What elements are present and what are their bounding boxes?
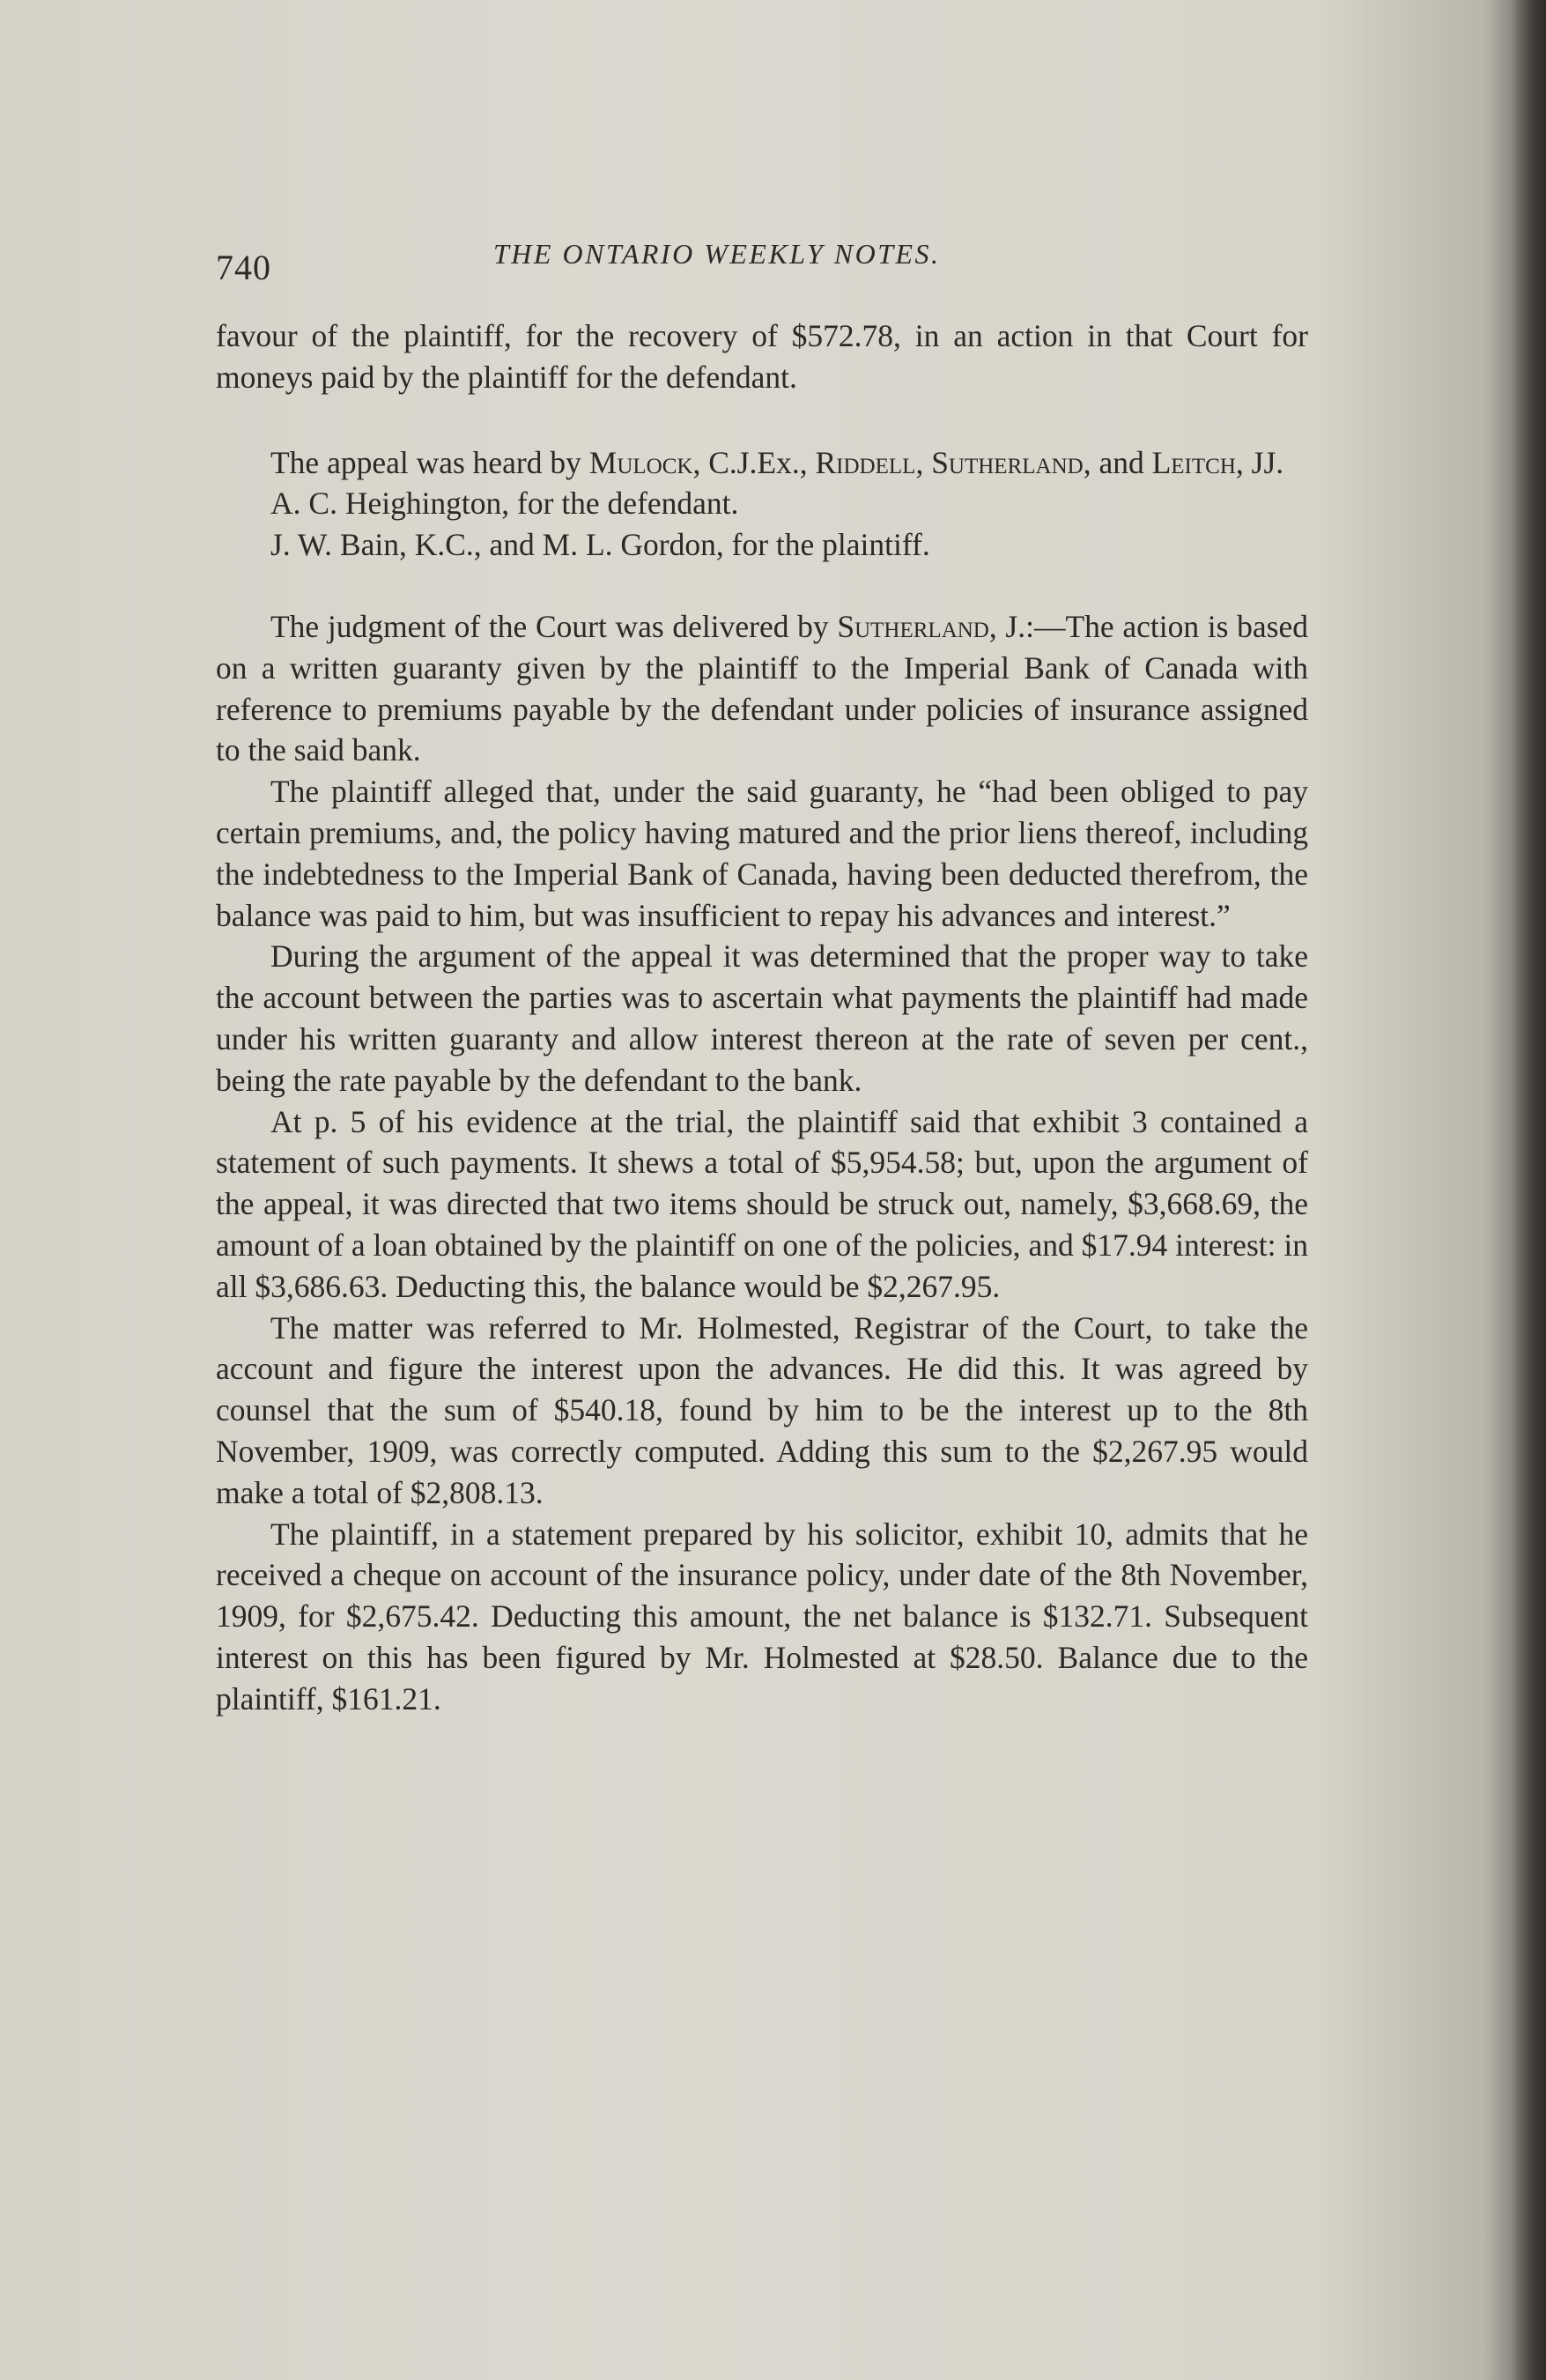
judge-name: Sutherland [837,608,989,644]
paragraph-statement: The plaintiff, in a statement prepared by his solicitor, exhibit 10, admits that he received a cheque on account of the insurance policy, under date of the 8th November, 1909, for $2,675.42. Deducting this amount, the net balance is $132.71. Subsequent interest on this has been figured by Mr. Holmested at $28.50. Balance due to the plaintiff, $161.21. [216,1516,1308,1716]
judge-name: Leitch [1151,444,1236,480]
paragraph-evidence: At p. 5 of his evidence at the trial, the plaintiff said that exhibit 3 contained a statement of such payments. It shews a total of $5,954.58; but, upon the argument of the appeal, it was directed that two items should be struck out, namely, $3,668.69, the amount of a loan obtained by the plaintiff on one of the policies, and $17.94 interest: in all $3,686.63. Deducting this, the balance would be $2,267.95. [216,1103,1308,1304]
text-run: , JJ. [1235,444,1284,480]
running-title: THE ONTARIO WEEKLY NOTES. [493,238,941,270]
page-number: 740 [216,248,271,287]
book-spine-shadow [1511,0,1546,2380]
judge-name: Riddell [815,444,916,480]
text-run: , J.:—The action is based on a written guaranty given by the plaintiff to the Imperial Bank of Canada with reference to premiums payable by the defendant under policies of insurance assigned to the said bank. [216,608,1308,768]
paragraph-referral: The matter was referred to Mr. Holmested, Registrar of the Court, to take the account and figure the interest upon the advances. He did this. It was agreed by counsel that the sum of $540.18, found by him to be the interest up to the 8th November, 1909, was correctly computed. Adding this sum to the $2,267.95 would make a total of $2,808.13. [216,1309,1308,1510]
body-text [216,315,1308,1720]
paragraph-argument: During the argument of the appeal it was determined that the proper way to take the account between the parties was to ascertain what payments the plaintiff had made under his written guaranty and allow interest thereon at the rate of seven per cent., being the rate payable by the defendant to the bank. [216,938,1308,1098]
text-run: , and [1083,444,1152,480]
paragraph-continuation: favour of the plaintiff, for the recovery of $572.78, in an action in that Court for moneys paid by the plaintiff for the defendant. [216,318,1308,395]
paragraph-judgment [216,606,1308,771]
text-run: The appeal was heard by [270,444,589,480]
counsel-defendant: A. C. Heighington, for the defendant. [270,486,739,522]
page-header [216,231,1317,287]
paragraph-allegation: The plaintiff alleged that, under the said guaranty, he “had been obliged to pay certain premiums, and, the policy having matured and the prior liens thereof, including the indebtedness to the Imperial Bank of Canada, having been deducted therefrom, the balance was paid to him, but was insufficient to repay his advances and interest.” [216,774,1308,933]
text-run: , [915,444,932,480]
judge-name: Sutherland [931,444,1084,480]
text-run: , C.J.Ex., [692,444,816,480]
paragraph-appeal-heard [216,442,1308,484]
counsel-plaintiff: J. W. Bain, K.C., and M. L. Gordon, for the plaintiff. [270,527,930,563]
text-run: The judgment of the Court was delivered by [270,608,838,644]
judge-name: Mulock [588,444,693,480]
